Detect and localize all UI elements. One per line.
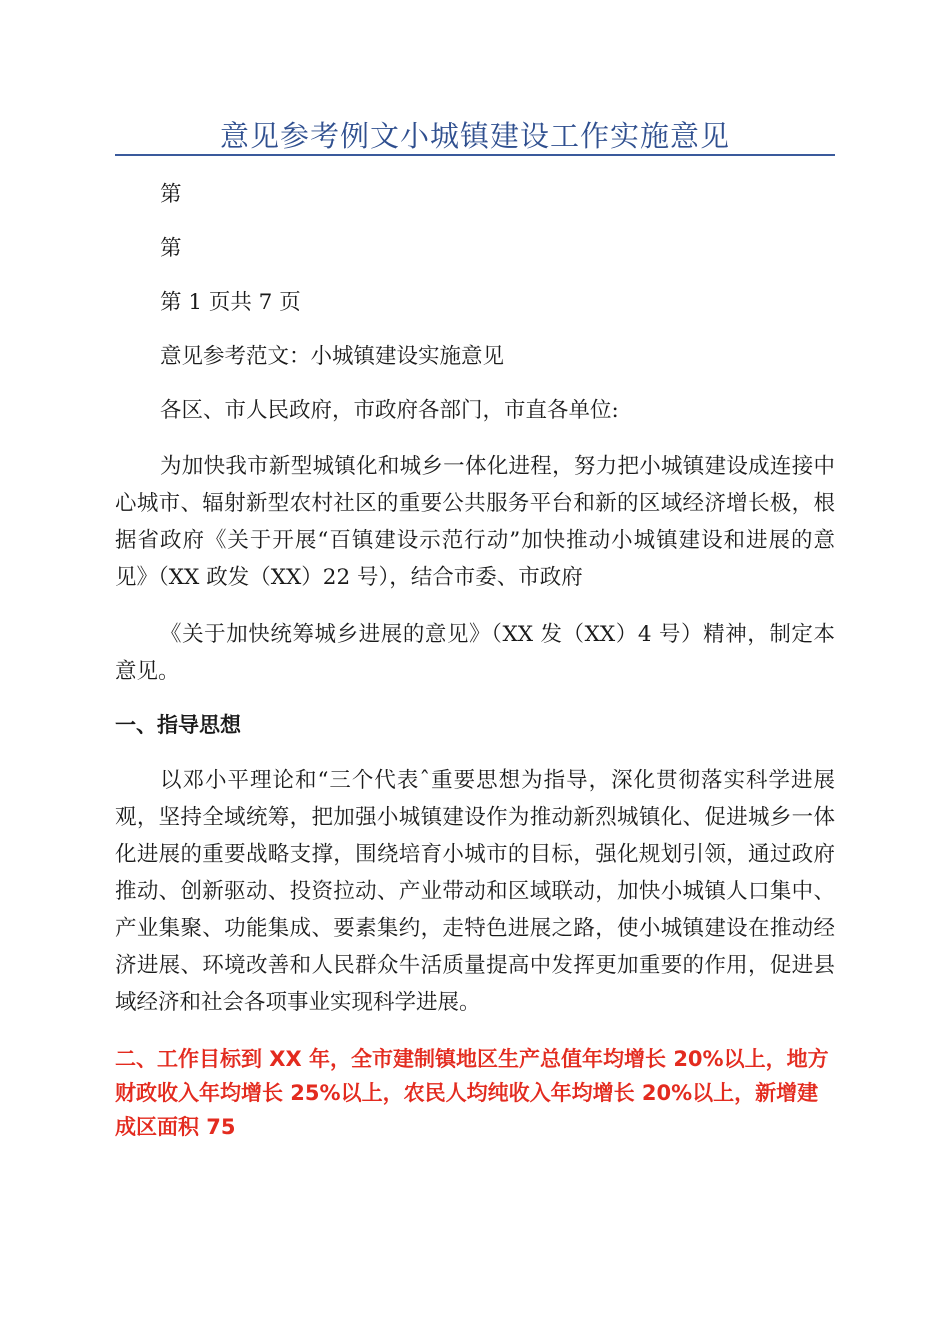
page-counter: 第 1 页共 7 页 — [160, 290, 301, 315]
document-subtitle: 意见参考范文：小城镇建设实施意见 — [160, 344, 505, 369]
paragraph-intro: 为加快我市新型城镇化和城乡一体化进程，努力把小城镇建设成连接中心城市、辐射新型农村社区的重要公共服务平台和新的区域经济增长极，根据省政府《关于开展“百镇建设示范行动”加快推动小城镇建设和进展的意见》（XX 政发（XX）22 号），结合市委、市政府 — [115, 454, 835, 590]
line-di-2: 第 — [160, 236, 182, 261]
section-heading-guiding-thought: 一、指导思想 — [115, 713, 241, 737]
document-title: 意见参考例文小城镇建设工作实施意见 — [219, 119, 730, 153]
section-heading-work-goals: 二、工作目标到 XX 年，全市建制镇地区生产总值年均增长 20%以上，地方财政收入年均增长 25%以上，农民人均纯收入年均增长 20%以上，新增建成区面积 75 — [115, 1047, 829, 1139]
paragraph-guiding-thought: 以邓小平理论和“三个代表ˆ重要思想为指导，深化贯彻落实科学进展观，坚持全域统筹，把加强小城镇建设作为推动新烈城镇化、促进城乡一体化进展的重要战略支撑，围绕培育小城市的目标，强化规划引领，通过政府推动、创新驱动、投资拉动、产业带动和区域联动，加快小城镇人口集中、产业集聚、功能集成、要素集约，走特色进展之路，使小城镇建设在推动经济进展、环境改善和人民群众牛活质量提高中发挥更加重要的作用，促进县域经济和社会各项事业实现科学进展。 — [115, 768, 835, 1015]
paragraph-basis: 《关于加快统筹城乡进展的意见》（XX 发（XX）4 号）精神，制定本意见。 — [115, 622, 835, 684]
title-underline — [115, 154, 835, 156]
line-di-1: 第 — [160, 182, 182, 207]
salutation: 各区、市人民政府，市政府各部门，市直各单位: — [160, 398, 619, 423]
